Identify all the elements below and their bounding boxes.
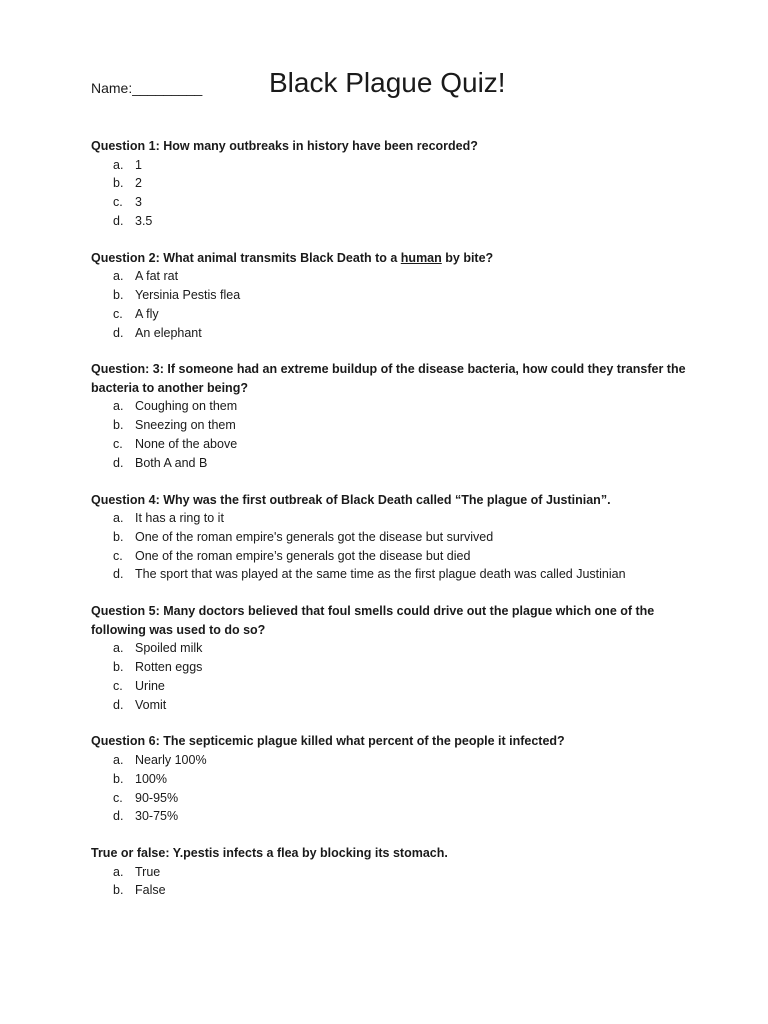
option-text: Vomit [135, 697, 167, 712]
option-text: One of the roman empire's generals got the disease but survived [135, 529, 494, 544]
option-b [91, 770, 691, 789]
option-letter: d. [113, 697, 124, 712]
option-letter: d. [113, 567, 124, 582]
option-text: Nearly 100% [135, 752, 207, 767]
question-text: Question 5: Many doctors believed that foul smells could drive out the plague which one of the following was used to do so? [91, 604, 655, 637]
option-text: 1 [135, 157, 142, 172]
option-letter: d. [113, 809, 124, 824]
question-1 [91, 137, 691, 231]
option-b [91, 174, 691, 193]
option-text: Urine [135, 678, 165, 693]
question-text-end: by bite? [441, 250, 494, 265]
question-text: Question 6: The septicemic plague killed what percent of the people it infected? [91, 734, 565, 749]
option-text: Coughing on them [135, 399, 238, 414]
option-text: A fly [135, 306, 159, 321]
option-text: It has a ring to it [135, 511, 224, 526]
question-text: Question 4: Why was the first outbreak of Black Death called “The plague of Justinian”. [91, 492, 611, 507]
options-list [91, 639, 691, 714]
option-letter: b. [113, 176, 124, 191]
question-6 [91, 732, 691, 826]
option-text: A fat rat [135, 269, 179, 284]
name-field-label: Name:_________ [91, 80, 203, 96]
option-text: 90-95% [135, 790, 179, 805]
options-list [91, 509, 691, 584]
underlined-word: human [400, 250, 442, 265]
option-letter: a. [113, 157, 124, 172]
option-c [91, 677, 691, 696]
option-text: Yersinia Pestis flea [135, 287, 241, 302]
option-b [91, 528, 691, 547]
options-list [91, 397, 691, 472]
option-text: 3.5 [135, 213, 153, 228]
option-letter: c. [113, 306, 123, 321]
option-a [91, 863, 691, 882]
option-c [91, 789, 691, 808]
option-text: Spoiled milk [135, 641, 203, 656]
option-letter: a. [113, 269, 124, 284]
question-2 [91, 249, 691, 343]
option-b [91, 881, 691, 900]
option-text: False [135, 883, 166, 898]
option-text: Both A and B [135, 455, 208, 470]
option-letter: a. [113, 641, 124, 656]
option-d [91, 565, 691, 584]
option-text: 3 [135, 195, 142, 210]
option-letter: a. [113, 399, 124, 414]
page-title: Black Plague Quiz! [269, 67, 506, 98]
option-letter: b. [113, 287, 124, 302]
option-letter: c. [113, 436, 123, 451]
option-letter: b. [113, 771, 124, 786]
option-b [91, 416, 691, 435]
question-3 [91, 360, 691, 472]
options-list [91, 156, 691, 231]
option-letter: d. [113, 455, 124, 470]
option-c [91, 305, 691, 324]
option-text: The sport that was played at the same time as the first plague death was called Justinian [135, 567, 626, 582]
option-a [91, 397, 691, 416]
option-letter: b. [113, 660, 124, 675]
question-4 [91, 491, 691, 585]
option-letter: c. [113, 548, 123, 563]
question-5 [91, 602, 691, 714]
option-letter: b. [113, 883, 124, 898]
question-text: Question 1: How many outbreaks in history have been recorded? [91, 139, 478, 153]
question-7 [91, 844, 691, 900]
option-b [91, 286, 691, 305]
option-a [91, 751, 691, 770]
questions-list [91, 137, 691, 918]
option-letter: d. [113, 213, 124, 228]
option-letter: b. [113, 418, 124, 433]
question-text: Question: 3: If someone had an extreme buildup of the disease bacteria, how could they transfer the bacteria to another being? [91, 362, 686, 395]
option-letter: a. [113, 864, 124, 879]
option-text: One of the roman empire’s generals got the disease but died [135, 548, 471, 563]
options-list [91, 267, 691, 342]
option-letter: a. [113, 752, 124, 767]
option-text: Sneezing on them [135, 418, 236, 433]
option-a [91, 156, 691, 175]
question-text: True or false: Y.pestis infects a flea by blocking its stomach. [91, 846, 448, 861]
question-text [91, 249, 691, 268]
option-text: Rotten eggs [135, 660, 203, 675]
option-b [91, 658, 691, 677]
options-list [91, 863, 691, 901]
option-a [91, 509, 691, 528]
option-letter: c. [113, 790, 123, 805]
option-d [91, 212, 691, 231]
option-d [91, 807, 691, 826]
option-letter: b. [113, 529, 124, 544]
option-d [91, 324, 691, 343]
option-text: An elephant [135, 325, 202, 340]
options-list [91, 751, 691, 826]
option-d [91, 454, 691, 473]
option-c [91, 193, 691, 212]
option-c [91, 435, 691, 454]
option-c [91, 547, 691, 566]
question-text-start: Question 2: What animal transmits Black Death to a [91, 250, 401, 265]
option-letter: c. [113, 678, 123, 693]
option-text: True [135, 864, 161, 879]
option-letter: a. [113, 511, 124, 526]
option-a [91, 267, 691, 286]
option-letter: c. [113, 195, 123, 210]
option-text: None of the above [135, 436, 238, 451]
option-text: 100% [135, 771, 167, 786]
option-a [91, 639, 691, 658]
option-text: 30-75% [135, 809, 179, 824]
option-letter: d. [113, 325, 124, 340]
option-text: 2 [135, 176, 142, 191]
option-d [91, 696, 691, 715]
